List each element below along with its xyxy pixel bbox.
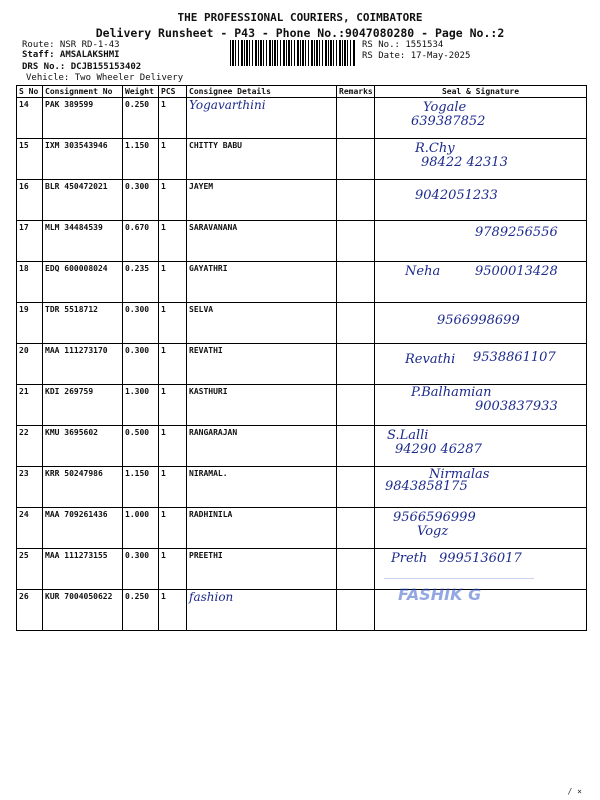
runsheet-subtitle: Delivery Runsheet - P43 - Phone No.:9047080280 - Page No.:2: [95, 26, 505, 40]
consignee-name: NIRAMAL.: [189, 469, 228, 478]
remarks-cell: [337, 549, 375, 590]
signature-phone: 639387852: [411, 114, 486, 129]
signature-phone: 9995136017: [439, 551, 522, 566]
barcode: [230, 40, 356, 66]
consignment-cell: KMU 3695602: [43, 426, 123, 467]
col-consignment-header: Consignment No: [43, 86, 123, 98]
consignee-cell: [187, 180, 337, 221]
remarks-cell: [337, 262, 375, 303]
sno-cell: 24: [17, 508, 43, 549]
consignment-cell: PAK 389599: [43, 98, 123, 139]
consignee-name: PREETHI: [189, 551, 223, 560]
table-row: [17, 221, 587, 262]
consignee-cell: [187, 590, 337, 631]
col-remarks-header: Remarks: [337, 86, 375, 98]
signature-cell: [375, 303, 587, 344]
pcs-cell: 1: [159, 426, 187, 467]
consignee-cell: [187, 303, 337, 344]
signature-cell: [375, 426, 587, 467]
sno-cell: 19: [17, 303, 43, 344]
col-sno-header: S No: [17, 86, 43, 98]
pcs-cell: 1: [159, 385, 187, 426]
remarks-cell: [337, 385, 375, 426]
weight-cell: 1.000: [123, 508, 159, 549]
consignment-cell: KUR 7004050622: [43, 590, 123, 631]
route-label: Route: NSR RD-1-43: [22, 40, 120, 50]
consignment-cell: KDI 269759: [43, 385, 123, 426]
signature-phone: 98422 42313: [421, 155, 508, 170]
weight-cell: 0.235: [123, 262, 159, 303]
remarks-cell: [337, 344, 375, 385]
sno-cell: 15: [17, 139, 43, 180]
consignment-cell: MLM 34484539: [43, 221, 123, 262]
table-row: [17, 303, 587, 344]
remarks-cell: [337, 467, 375, 508]
consignee-name: SARAVANANA: [189, 223, 238, 232]
pcs-cell: 1: [159, 180, 187, 221]
sno-cell: 21: [17, 385, 43, 426]
consignee-cell: [187, 139, 337, 180]
table-row: [17, 426, 587, 467]
sno-cell: 22: [17, 426, 43, 467]
consignment-cell: TDR 5518712: [43, 303, 123, 344]
consignee-cell: [187, 221, 337, 262]
remarks-cell: [337, 221, 375, 262]
company-title: THE PROFESSIONAL COURIERS, COIMBATORE: [177, 11, 423, 24]
col-seal-header: Seal & Signature: [375, 86, 587, 98]
table-row: [17, 139, 587, 180]
bottom-mark: / ×: [567, 787, 582, 796]
signature-phone: 9789256556: [475, 225, 558, 240]
col-consignee-header: Consignee Details: [187, 86, 337, 98]
consignee-cell: [187, 262, 337, 303]
remarks-cell: [337, 426, 375, 467]
signature-cell: [375, 344, 587, 385]
company-stamp: [384, 578, 534, 609]
consignee-cell: [187, 549, 337, 590]
signature-name: 9566596999: [393, 510, 476, 525]
weight-cell: 0.300: [123, 344, 159, 385]
signature-phone: 94290 46287: [395, 442, 482, 457]
signature-phone: 9566998699: [437, 313, 520, 328]
consignee-name: JAYEM: [189, 182, 214, 191]
table-row: [17, 385, 587, 426]
weight-cell: 1.150: [123, 467, 159, 508]
consignee-cell: [187, 508, 337, 549]
table-header-row: [17, 86, 587, 98]
vehicle-label: Vehicle: Two Wheeler Delivery: [26, 73, 184, 83]
signature-name: R.Chy: [415, 141, 455, 156]
signature-cell: [375, 221, 587, 262]
remarks-cell: [337, 303, 375, 344]
pcs-cell: 1: [159, 303, 187, 344]
consignment-cell: MAA 111273155: [43, 549, 123, 590]
sno-cell: 23: [17, 467, 43, 508]
pcs-cell: 1: [159, 344, 187, 385]
signature-cell: [375, 467, 587, 508]
consignee-name: SELVA: [189, 305, 214, 314]
consignee-cell: [187, 426, 337, 467]
signature-cell: [375, 262, 587, 303]
table-row: [17, 467, 587, 508]
signature-cell: [375, 139, 587, 180]
consignment-cell: BLR 450472021: [43, 180, 123, 221]
signature-name: Neha: [405, 264, 441, 279]
weight-cell: 0.300: [123, 303, 159, 344]
signature-name: P.Balhamian: [411, 385, 492, 400]
pcs-cell: 1: [159, 221, 187, 262]
consignment-cell: IXM 303543946: [43, 139, 123, 180]
weight-cell: 0.250: [123, 590, 159, 631]
sno-cell: 16: [17, 180, 43, 221]
consignment-cell: MAA 709261436: [43, 508, 123, 549]
staff-label: Staff: AMSALAKSHMI: [22, 50, 120, 60]
rs-date: RS Date: 17-May-2025: [362, 51, 471, 61]
signature-cell: [375, 508, 587, 549]
signature-phone: 9042051233: [415, 188, 498, 203]
consignee-cell: [187, 385, 337, 426]
signature-phone: 9500013428: [475, 264, 558, 279]
signature-phone: 9003837933: [475, 399, 558, 414]
remarks-cell: [337, 98, 375, 139]
sno-cell: 17: [17, 221, 43, 262]
pcs-cell: 1: [159, 590, 187, 631]
consignee-cell: [187, 344, 337, 385]
signature-phone: 9538861107: [473, 350, 556, 365]
weight-cell: 1.300: [123, 385, 159, 426]
signature-name: Nirmalas: [429, 467, 490, 482]
table-row: [17, 262, 587, 303]
consignment-cell: EDQ 600008024: [43, 262, 123, 303]
signature-cell: [375, 385, 587, 426]
consignee-cell: [187, 467, 337, 508]
consignee-name: RADHINILA: [189, 510, 233, 519]
col-weight-header: Weight: [123, 86, 159, 98]
remarks-cell: [337, 180, 375, 221]
pcs-cell: 1: [159, 139, 187, 180]
rs-number: RS No.: 1551534: [362, 40, 444, 50]
pcs-cell: 1: [159, 549, 187, 590]
stamp-text: FASHIK G: [398, 585, 482, 604]
sno-cell: 25: [17, 549, 43, 590]
col-pcs-header: PCS: [159, 86, 187, 98]
consignee-cell: [187, 98, 337, 139]
table-row: [17, 344, 587, 385]
consignee-handwritten: fashion: [189, 590, 234, 604]
consignee-name: KASTHURI: [189, 387, 228, 396]
drs-label: DRS No.: DCJB155153402: [22, 62, 142, 72]
weight-cell: 0.300: [123, 549, 159, 590]
signature-cell: [375, 180, 587, 221]
weight-cell: 0.250: [123, 98, 159, 139]
consignee-handwritten: Yogavarthini: [189, 98, 266, 112]
signature-phone: 9843858175: [385, 479, 468, 494]
runsheet-table: [16, 85, 587, 631]
weight-cell: 0.500: [123, 426, 159, 467]
consignee-name: GAYATHRI: [189, 264, 228, 273]
table-row: [17, 98, 587, 139]
consignment-cell: KRR 50247986: [43, 467, 123, 508]
pcs-cell: 1: [159, 467, 187, 508]
signature-name: Revathi: [405, 352, 456, 367]
sno-cell: 18: [17, 262, 43, 303]
sno-cell: 20: [17, 344, 43, 385]
remarks-cell: [337, 508, 375, 549]
pcs-cell: 1: [159, 508, 187, 549]
consignee-name: CHITTY BABU: [189, 141, 242, 150]
remarks-cell: [337, 139, 375, 180]
signature-name: Preth: [391, 551, 428, 566]
consignee-name: REVATHI: [189, 346, 223, 355]
signature-cell: [375, 98, 587, 139]
weight-cell: 1.150: [123, 139, 159, 180]
signature-phone: Vogz: [417, 524, 449, 539]
consignee-name: RANGARAJAN: [189, 428, 238, 437]
sno-cell: 14: [17, 98, 43, 139]
table-row: [17, 180, 587, 221]
weight-cell: 0.300: [123, 180, 159, 221]
weight-cell: 0.670: [123, 221, 159, 262]
table-row: [17, 508, 587, 549]
signature-name: Yogale: [423, 100, 467, 115]
remarks-cell: [337, 590, 375, 631]
consignment-cell: MAA 111273170: [43, 344, 123, 385]
signature-name: S.Lalli: [387, 428, 429, 443]
pcs-cell: 1: [159, 262, 187, 303]
sno-cell: 26: [17, 590, 43, 631]
pcs-cell: 1: [159, 98, 187, 139]
